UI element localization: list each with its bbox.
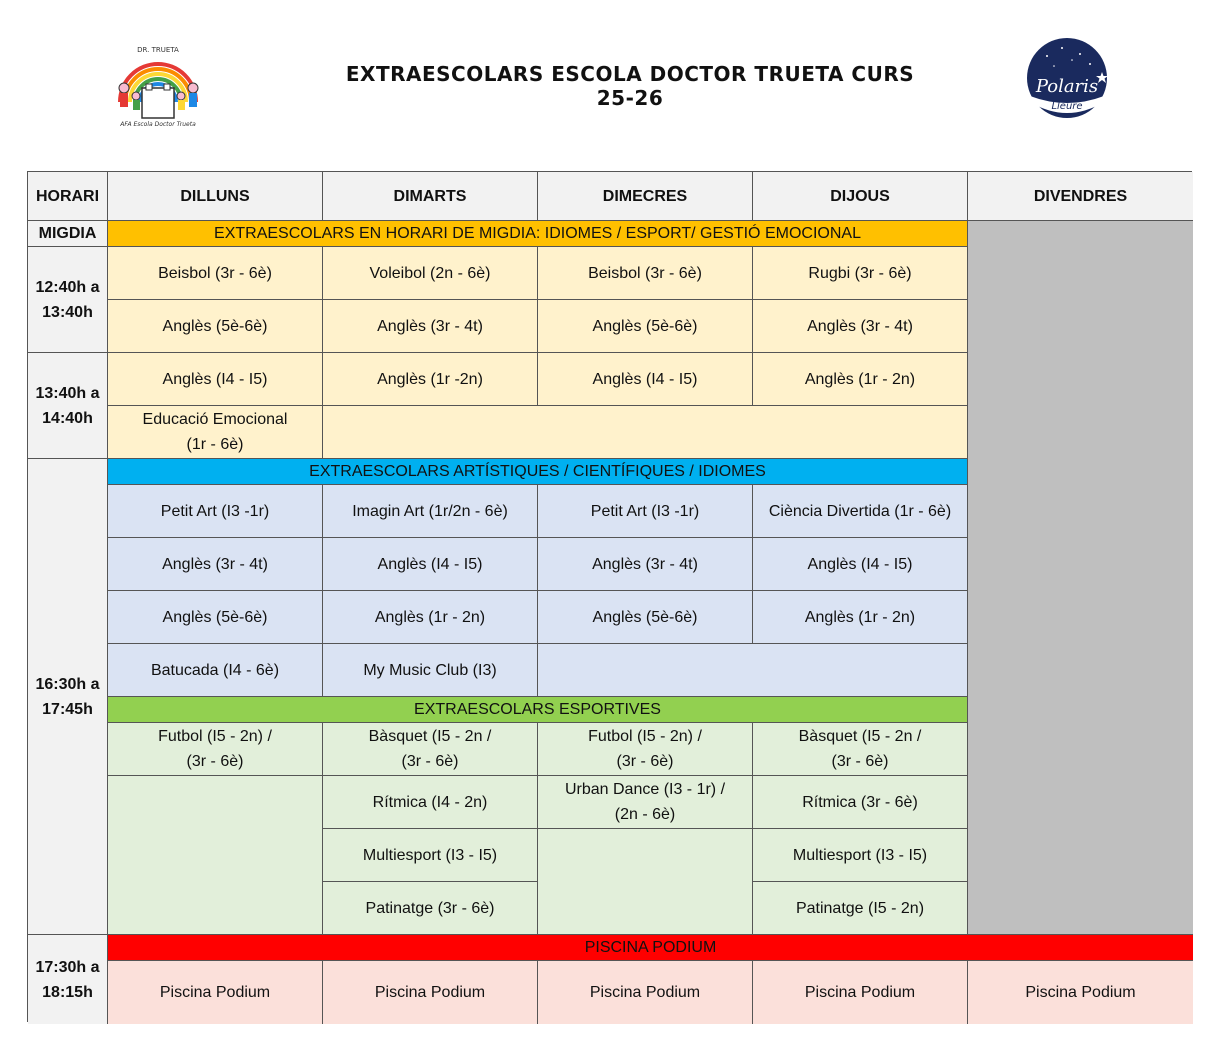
time-slot-4: 17:30h a 18:15h (28, 935, 108, 1024)
activity-cell: Bàsquet (I5 - 2n / (3r - 6è) (753, 723, 968, 776)
activity-cell: Futbol (I5 - 2n) / (3r - 6è) (108, 723, 323, 776)
sports-band: EXTRAESCOLARS ESPORTIVES (108, 697, 968, 723)
activity-cell: Urban Dance (I3 - 1r) / (2n - 6è) (538, 776, 753, 829)
activity-cell: Beisbol (3r - 6è) (108, 247, 323, 300)
activity-cell: Piscina Podium (753, 961, 968, 1024)
empty-cell (538, 644, 968, 697)
activity-cell: Anglès (5è-6è) (108, 300, 323, 353)
activity-cell: Piscina Podium (538, 961, 753, 1024)
logo-top-text: DR. TRUETA (137, 46, 179, 54)
activity-cell: Anglès (1r - 2n) (753, 591, 968, 644)
activity-cell: Rítmica (I4 - 2n) (323, 776, 538, 829)
activity-cell: Anglès (1r -2n) (323, 353, 538, 406)
header-dilluns: DILLUNS (108, 172, 323, 221)
activity-cell: Batucada (I4 - 6è) (108, 644, 323, 697)
activity-cell: Futbol (I5 - 2n) / (3r - 6è) (538, 723, 753, 776)
activity-cell: Patinatge (I5 - 2n) (753, 882, 968, 935)
activity-cell: Piscina Podium (968, 961, 1193, 1024)
schedule-table (27, 171, 1192, 1022)
empty-cell (538, 829, 753, 935)
activity-cell: Imagin Art (1r/2n - 6è) (323, 485, 538, 538)
activity-cell: Piscina Podium (108, 961, 323, 1024)
pool-band: PISCINA PODIUM (108, 935, 1193, 961)
activity-cell: Anglès (5è-6è) (538, 300, 753, 353)
activity-cell: Petit Art (I3 -1r) (108, 485, 323, 538)
activity-cell: Anglès (I4 - I5) (538, 353, 753, 406)
header-divendres: DIVENDRES (968, 172, 1193, 221)
header-dijous: DIJOUS (753, 172, 968, 221)
page-title: EXTRAESCOLARS ESCOLA DOCTOR TRUETA CURS 25-26 (345, 62, 915, 110)
polaris-logo (1022, 38, 1112, 122)
activity-cell: Beisbol (3r - 6è) (538, 247, 753, 300)
time-slot-2: 13:40h a 14:40h (28, 353, 108, 459)
activity-cell: Anglès (3r - 4t) (753, 300, 968, 353)
activity-cell: Anglès (I4 - I5) (108, 353, 323, 406)
page-header (0, 0, 1221, 165)
artistic-band: EXTRAESCOLARS ARTÍSTIQUES / CIENTÍFIQUES / IDIOMES (108, 459, 968, 485)
activity-cell: Anglès (1r - 2n) (323, 591, 538, 644)
activity-cell: My Music Club (I3) (323, 644, 538, 697)
activity-cell: Anglès (I4 - I5) (753, 538, 968, 591)
activity-cell: Anglès (3r - 4t) (108, 538, 323, 591)
activity-cell: Piscina Podium (323, 961, 538, 1024)
activity-cell: Multiesport (I3 - I5) (323, 829, 538, 882)
polaris-name: Polaris (1035, 76, 1099, 97)
header-horari: HORARI (28, 172, 108, 221)
header-dimecres: DIMECRES (538, 172, 753, 221)
polaris-lleure-logo-icon (1022, 38, 1112, 122)
friday-empty-block (968, 221, 1193, 935)
activity-cell: Anglès (3r - 4t) (538, 538, 753, 591)
activity-cell: Multiesport (I3 - I5) (753, 829, 968, 882)
activity-cell: Anglès (1r - 2n) (753, 353, 968, 406)
activity-cell: Rítmica (3r - 6è) (753, 776, 968, 829)
activity-cell: Bàsquet (I5 - 2n / (3r - 6è) (323, 723, 538, 776)
activity-cell: Educació Emocional (1r - 6è) (108, 406, 323, 459)
activity-cell: Anglès (5è-6è) (108, 591, 323, 644)
header-dimarts: DIMARTS (323, 172, 538, 221)
activity-cell: Anglès (3r - 4t) (323, 300, 538, 353)
activity-cell: Ciència Divertida (1r - 6è) (753, 485, 968, 538)
school-rainbow-children-logo-icon (106, 40, 210, 128)
activity-cell: Voleibol (2n - 6è) (323, 247, 538, 300)
activity-cell: Patinatge (3r - 6è) (323, 882, 538, 935)
migdia-label: MIGDIA (28, 221, 108, 247)
time-slot-1: 12:40h a 13:40h (28, 247, 108, 353)
empty-cell (323, 406, 968, 459)
activity-cell: Petit Art (I3 -1r) (538, 485, 753, 538)
activity-cell: Anglès (5è-6è) (538, 591, 753, 644)
school-logo (106, 40, 210, 128)
empty-cell (108, 776, 323, 935)
logo-bottom-text: AFA Escola Doctor Trueta (120, 121, 196, 128)
activity-cell: Rugbi (3r - 6è) (753, 247, 968, 300)
time-slot-3: 16:30h a 17:45h (28, 459, 108, 935)
polaris-sub: Lleure (1051, 101, 1083, 112)
activity-cell: Anglès (I4 - I5) (323, 538, 538, 591)
migdia-band: EXTRAESCOLARS EN HORARI DE MIGDIA: IDIOMES / ESPORT/ GESTIÓ EMOCIONAL (108, 221, 968, 247)
